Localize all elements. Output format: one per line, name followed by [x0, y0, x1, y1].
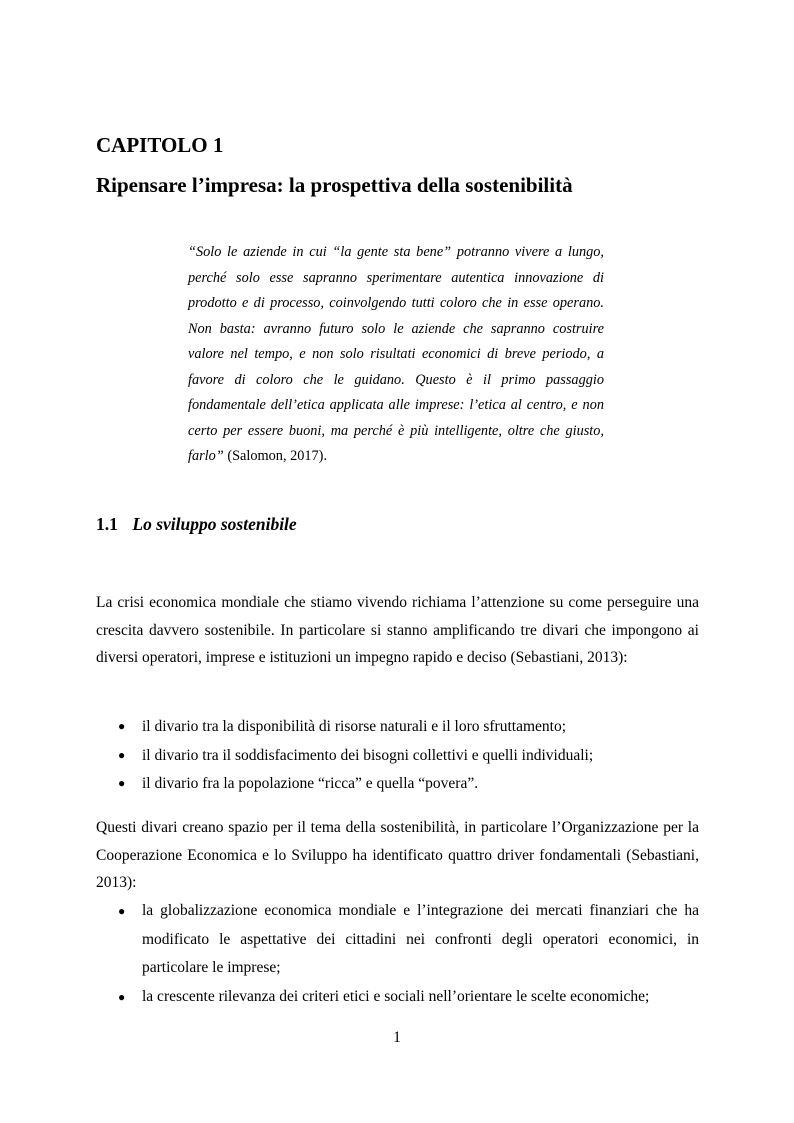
chapter-label: CAPITOLO 1 [96, 133, 224, 157]
list-item-text: il divario tra la disponibilità di risorse naturali e il loro sfruttamento; [142, 718, 567, 735]
section-heading [96, 512, 297, 536]
epigraph-quote: “Solo le aziende in cui “la gente sta bene” potranno vivere a lungo, perché solo esse sapranno sperimentare autentica innovazione di prodotto e di processo, coinvolgendo tutti coloro che in esse operano. Non basta: avranno futuro solo le aziende che sapranno costruire valore nel tempo, e non solo risultati economici di breve periodo, a favore di coloro che le guidano. Questo è il primo passaggio fondamentale dell’etica applicata alle imprese: l’etica al centro, e non certo per essere buoni, ma perché è più intelligente, oltre che giusto, farlo” [188, 244, 604, 464]
chapter-title: Ripensare l’impresa: la prospettiva della sostenibilità [96, 173, 573, 197]
bullet-icon: ● [118, 989, 126, 1004]
body-paragraph-1: La crisi economica mondiale che stiamo vivendo richiama l’attenzione su come perseguire una crescita davvero sostenibile. In particolare si stanno amplificando tre divari che impongono ai diversi operatori, imprese e istituzioni un impegno rapido e deciso (Sebastiani, 2013): [96, 594, 699, 666]
body-paragraph-2: Questi divari creano spazio per il tema della sostenibilità, in particolare l’Organizzazione per la Cooperazione Economica e lo Sviluppo ha identificato quattro driver fondamentali (Sebastiani, 2013): [96, 819, 699, 891]
list-item-text: la crescente rilevanza dei criteri etici e sociali nell’orientare le scelte economiche; [142, 987, 650, 1005]
bullet-icon: ● [118, 747, 126, 762]
list-item [96, 770, 699, 798]
list-item-text: il divario tra il soddisfacimento dei bisogni collettivi e quelli individuali; [142, 746, 594, 764]
list-item-text: la globalizzazione economica mondiale e l’integrazione dei mercati finanziari che ha modificato le aspettative dei cittadini nei confronti degli operatori economici, in particolare le imprese; [142, 902, 699, 976]
list-item-text: il divario fra la popolazione “ricca” e quella “povera”. [142, 775, 479, 792]
driver-list [96, 897, 699, 1011]
list-item [96, 983, 699, 1012]
bullet-icon: ● [118, 776, 126, 790]
list-item [96, 742, 699, 770]
list-item [96, 713, 699, 741]
list-item [96, 897, 699, 983]
divari-list [96, 713, 699, 799]
section-number: 1.1 [96, 514, 118, 534]
page-number: 1 [393, 1029, 401, 1046]
bullet-icon: ● [118, 904, 126, 918]
bullet-icon: ● [118, 719, 126, 733]
epigraph-quote-block [188, 240, 604, 470]
section-title: Lo sviluppo sostenibile [132, 514, 297, 534]
epigraph-citation: (Salomon, 2017). [227, 448, 328, 464]
